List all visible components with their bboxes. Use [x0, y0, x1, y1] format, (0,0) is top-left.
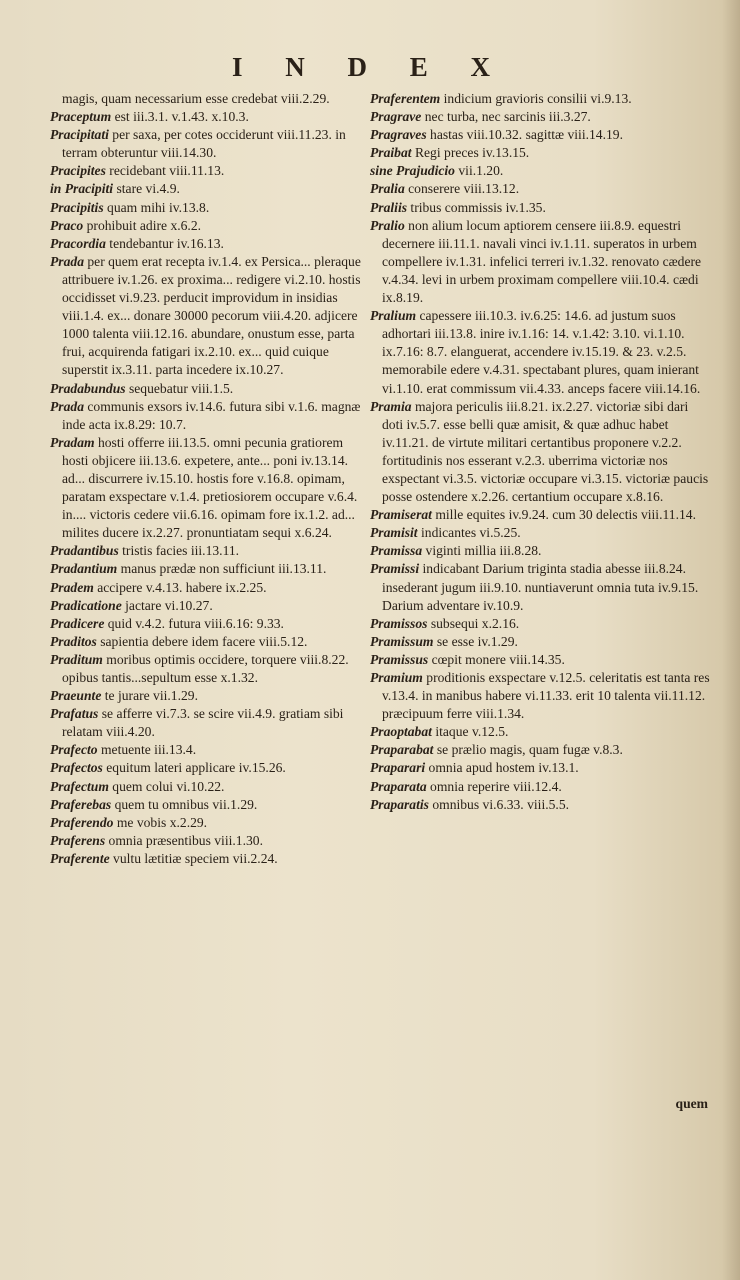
entry-references: te jurare vii.1.29. — [101, 688, 198, 704]
entry-references: mille equites iv.9.24. cum 30 delectis viii.11.14. — [431, 507, 696, 523]
entry-headword: Pradam — [50, 434, 95, 450]
index-entry — [50, 434, 370, 543]
entry-headword: Praferens — [50, 832, 106, 848]
entry-headword: Praceptum — [50, 109, 112, 125]
index-entry — [370, 144, 710, 162]
index-entry — [370, 796, 710, 814]
index-entry — [370, 669, 710, 723]
entry-references: se afferre vi.7.3. se scire vii.4.9. gratiam sibi relatam viii.4.20. — [62, 706, 344, 740]
entry-references: quid v.4.2. futura viii.6.16: 9.33. — [104, 615, 284, 631]
entry-references: se prælio magis, quam fugæ v.8.3. — [433, 742, 623, 758]
index-entry — [370, 633, 710, 651]
entry-references: prohibuit adire x.6.2. — [83, 217, 202, 233]
entry-headword: Praditum — [50, 651, 103, 667]
entry-references: Regi preces iv.13.15. — [411, 145, 530, 161]
entry-references: sapientia debere idem facere viii.5.12. — [96, 633, 308, 649]
entry-headword: Praliis — [370, 199, 408, 215]
entry-headword: Praibat — [370, 145, 412, 161]
entry-headword: Praferendo — [50, 814, 114, 830]
entry-headword: Pracipitis — [50, 199, 104, 215]
index-entry — [50, 217, 370, 235]
entry-references: per quem erat recepta iv.1.4. ex Persica... pleraque attribuere iv.1.26. ex proxima... redigere vi.2.10. hostis occidisset vi.9.23. perducit improvidum in insidias viii.1.4. ex... donare 30000 pecorum viii.4.20. adjicere 1000 talenta viii.12.16. abundare, onustum esse, parta frui, acquirenda fatigari ix.2.10. ex... quid cuique superstit ix.3.11. parta incedere ix.10.27. — [62, 253, 361, 378]
entry-headword: Pramissi — [370, 561, 420, 577]
index-entry — [370, 199, 710, 217]
page-title: I N D E X — [231, 52, 508, 82]
index-entry — [370, 542, 710, 560]
entry-headword: Prafatus — [50, 706, 99, 722]
entry-references: jactare vi.10.27. — [121, 597, 213, 613]
entry-references: hosti offerre iii.13.5. omni pecunia gratiorem hosti objicere iii.13.6. expetere, ante... poni iv.13.14. ad... discurrere iv.15.10. hostis fore v.16.8. opimam, paratam exspectare v.1.4. pretiosiorem occupare v.6.4. in.... victoris cedere vii.6.16. opimam fore ix.1.2. ad... milites ducere ix.2.27. pronuntiatam sequi x.6.24. — [62, 434, 358, 541]
index-entry — [50, 796, 370, 814]
entry-references: vultu lætitiæ speciem vii.2.24. — [109, 850, 278, 866]
index-entry — [370, 741, 710, 759]
entry-headword: Praferente — [50, 850, 110, 866]
index-entry — [50, 814, 370, 832]
entry-headword: Prafectos — [50, 760, 103, 776]
index-entry — [370, 524, 710, 542]
index-entry — [50, 253, 370, 380]
entry-references: cœpit monere viii.14.35. — [428, 651, 565, 667]
entry-headword: Pramisit — [370, 525, 418, 541]
entry-references: tristis facies iii.13.11. — [118, 543, 240, 559]
entry-references: quam mihi iv.13.8. — [103, 199, 210, 215]
right-column — [370, 90, 710, 814]
index-entry — [370, 90, 710, 108]
index-entry — [50, 579, 370, 597]
index-entry — [50, 759, 370, 777]
index-entry — [370, 217, 710, 307]
index-entry — [50, 615, 370, 633]
entry-headword: Praoptabat — [370, 724, 432, 740]
entry-references: metuente iii.13.4. — [97, 742, 197, 758]
entry-headword: Pramissos — [370, 615, 428, 631]
entry-references: sequebatur viii.1.5. — [125, 380, 234, 396]
entry-headword: Pramissum — [370, 633, 434, 649]
entry-headword: Pramissus — [370, 651, 429, 667]
entry-headword: Praparata — [370, 778, 427, 794]
entry-references: per saxa, per cotes occiderunt viii.11.23. in terram obteruntur viii.14.30. — [62, 127, 346, 161]
entry-references: conserere viii.13.12. — [404, 181, 520, 197]
entry-headword: Pragrave — [370, 109, 422, 125]
entry-headword: Praferebas — [50, 796, 112, 812]
index-entry — [50, 741, 370, 759]
index-entry — [50, 398, 370, 434]
entry-headword: Pradabundus — [50, 380, 126, 396]
page-edge-shadow — [722, 0, 740, 1280]
left-column — [50, 90, 370, 868]
index-entry — [370, 651, 710, 669]
entry-references: est iii.3.1. v.1.43. x.10.3. — [111, 109, 249, 125]
entry-references: capessere iii.10.3. iv.6.25: 14.6. ad justum suos adhortari iii.13.8. inire iv.1.16: 14. v.1.42: 3.10. vi.1.10. ix.7.16: 8.7. elanguerat, accendere iv.15.19. & 23. v.2.5. memorabile edere v.4.31. spectabant plures, quam inierant vi.1.10. erat commissum vii.4.33. anceps facere viii.14.16. — [382, 308, 701, 396]
entry-headword: Pradicere — [50, 615, 105, 631]
entry-headword: Prafectum — [50, 778, 109, 794]
entry-references: se esse iv.1.29. — [433, 633, 518, 649]
entry-headword: Pramissa — [370, 543, 423, 559]
index-entry — [50, 778, 370, 796]
entry-headword: Pracipites — [50, 163, 106, 179]
index-entry — [50, 651, 370, 687]
index-entry — [50, 199, 370, 217]
entry-headword: Pralium — [370, 308, 417, 324]
entry-references: proditionis exspectare v.12.5. celeritatis est tanta res v.13.4. in manibus habere vi.11.33. erit 10 talenta vii.11.12. præcipuum ferre viii.1.34. — [382, 670, 710, 722]
entry-references: quem tu omnibus vii.1.29. — [111, 796, 258, 812]
index-entry — [370, 126, 710, 144]
entry-headword: Pralia — [370, 181, 405, 197]
index-entry — [370, 560, 710, 614]
entry-headword: Praeunte — [50, 688, 102, 704]
entry-headword: Praparari — [370, 760, 426, 776]
entry-headword: Prada — [50, 253, 84, 269]
index-entry — [370, 615, 710, 633]
entry-headword: Pragraves — [370, 127, 427, 143]
entry-headword: Pradicatione — [50, 597, 122, 613]
entry-references: tribus commissis iv.1.35. — [407, 199, 546, 215]
index-entry — [50, 850, 370, 868]
index-entry — [370, 398, 710, 507]
entry-references: omnia præsentibus viii.1.30. — [105, 832, 263, 848]
entry-headword: Prafecto — [50, 742, 98, 758]
index-entry — [50, 180, 370, 198]
entry-references: omnia reperire viii.12.4. — [426, 778, 562, 794]
entry-headword: Praferentem — [370, 91, 441, 106]
entry-references: accipere v.4.13. habere ix.2.25. — [93, 579, 267, 595]
entry-headword: Pracordia — [50, 235, 106, 251]
index-entry — [50, 235, 370, 253]
index-entry — [50, 380, 370, 398]
entry-references: majora periculis iii.8.21. ix.2.27. victoriæ sibi dari doti iv.5.7. esse belli quæ amisit, & quæ adhuc habet iv.11.21. de virtute militari certantibus proponere v.2.2. fortitudinis nos esserant v.2.3. uberrima victoriæ nos exspectant vi.3.5. victoriæ occupare vi.3.15. victoriæ paucis posse ostendere x.2.26. certantium occupare x.8.16. — [382, 398, 709, 505]
entry-headword: Pradantibus — [50, 543, 119, 559]
index-entry — [370, 778, 710, 796]
entry-references: itaque v.12.5. — [431, 724, 509, 740]
entry-references: vii.1.20. — [454, 163, 504, 179]
index-entry — [370, 759, 710, 777]
entry-references: indicantes vi.5.25. — [417, 525, 521, 541]
entry-references: hastas viii.10.32. sagittæ viii.14.19. — [426, 127, 623, 143]
index-entry — [50, 126, 370, 162]
entry-headword: Praparabat — [370, 742, 434, 758]
index-entry — [50, 687, 370, 705]
index-entry — [50, 832, 370, 850]
entry-headword: Pralio — [370, 217, 405, 233]
entry-references: subsequi x.2.16. — [427, 615, 520, 631]
entry-references: manus prædæ non sufficiunt iii.13.11. — [117, 561, 327, 577]
entry-headword: in Pracipiti — [50, 181, 114, 197]
entry-references: non alium locum aptiorem censere iii.8.9. equestri decernere iii.11.1. navali vinci iv.1.11. superatos in urbem compellere iv.1.31. infelici terreri iv.1.32. renovato cædere v.4.34. levi in urbem proximam compellere viii.10.4. cædi ix.8.19. — [382, 217, 702, 306]
entry-references: omnibus vi.6.33. viii.5.5. — [428, 796, 570, 812]
index-entry — [370, 506, 710, 524]
entry-references: recidebant viii.11.13. — [105, 163, 225, 179]
entry-headword: Pramiserat — [370, 507, 432, 523]
index-entry — [50, 705, 370, 741]
entry-references: viginti millia iii.8.28. — [422, 543, 542, 559]
index-entry — [50, 162, 370, 180]
catchword: quem — [675, 1096, 708, 1111]
entry-references: quem colui vi.10.22. — [108, 778, 225, 794]
entry-headword: sine Prajudicio — [370, 163, 455, 179]
entry-headword: Pradem — [50, 579, 94, 595]
entry-references: stare vi.4.9. — [113, 181, 180, 197]
entry-headword: Pramium — [370, 670, 423, 685]
entry-references: magis, quam necessarium esse credebat viii.2.29. — [62, 91, 330, 106]
index-entry — [50, 633, 370, 651]
index-entry — [50, 90, 370, 108]
index-entry — [370, 108, 710, 126]
index-entry — [370, 180, 710, 198]
entry-headword: Praditos — [50, 633, 97, 649]
index-entry — [50, 108, 370, 126]
entry-headword: Prada — [50, 398, 84, 414]
index-entry — [50, 542, 370, 560]
entry-references: indicium gravioris consilii vi.9.13. — [440, 91, 632, 106]
index-entry — [50, 560, 370, 578]
entry-references: omnia apud hostem iv.13.1. — [425, 760, 579, 776]
entry-references: nec turba, nec sarcinis iii.3.27. — [421, 109, 591, 125]
entry-references: me vobis x.2.29. — [113, 814, 208, 830]
entry-headword: Praparatis — [370, 796, 429, 812]
entry-references: tendebantur iv.16.13. — [105, 235, 224, 251]
index-entry — [50, 597, 370, 615]
index-entry — [370, 307, 710, 397]
entry-references: indicabant Darium triginta stadia abesse iii.8.24. insederant jugum iii.9.10. nuntiaverunt omnia tuta iv.9.15. Darium adventare iv.10.9. — [382, 561, 699, 613]
entry-references: moribus optimis occidere, torquere viii.8.22. opibus tantis...sepultum esse x.1.32. — [62, 651, 349, 685]
entry-references: equitum lateri applicare iv.15.26. — [102, 760, 286, 776]
index-entry — [370, 162, 710, 180]
entry-headword: Pradantium — [50, 561, 118, 577]
entry-headword: Pracipitati — [50, 127, 109, 143]
entry-references: communis exsors iv.14.6. futura sibi v.1.6. magnæ inde acta ix.8.29: 10.7. — [62, 398, 361, 432]
entry-headword: Pramia — [370, 398, 412, 414]
entry-headword: Praco — [50, 217, 84, 233]
index-entry — [370, 723, 710, 741]
